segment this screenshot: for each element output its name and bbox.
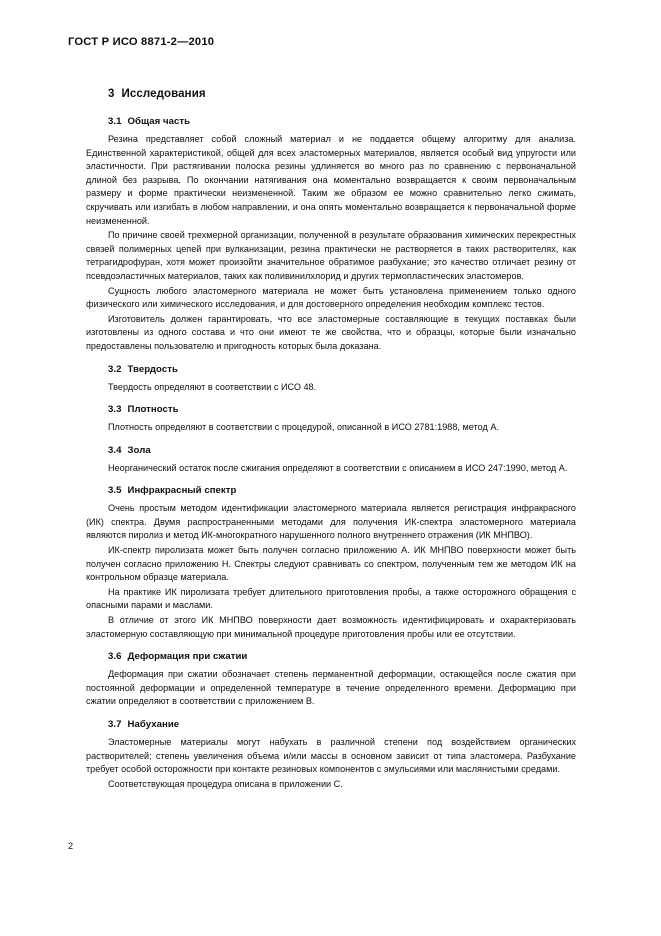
subsection-title-text: Твердость xyxy=(127,363,178,375)
paragraph: Сущность любого эластомерного материала не может быть установлена применением только одного физического или химического исследования, и для достоверного определения необходим комплекс тестов. xyxy=(86,285,576,310)
subsection-title-text: Зола xyxy=(127,444,151,456)
subsection-heading-3-7 xyxy=(86,719,576,730)
paragraph: На практике ИК пиролизата требует длительного приготовления пробы, а также осторожного обращения с опасными парами и маслами. xyxy=(86,586,576,611)
section-number: 3 xyxy=(108,88,115,100)
section-heading-3 xyxy=(86,88,576,100)
section-title-text: Исследования xyxy=(121,88,206,100)
subsection-number: 3.2 xyxy=(108,363,122,375)
page-number: 2 xyxy=(68,841,74,851)
subsection-heading-3-5 xyxy=(86,485,576,496)
document-body xyxy=(86,88,576,792)
subsection-heading-3-1 xyxy=(86,116,576,127)
subsection-number: 3.5 xyxy=(108,485,122,497)
paragraph: Деформация при сжатии обозначает степень перманентной деформации, остающейся после сжатия при постоянной деформации и определенной температуре в течение определенного времени. Деформацию при сжатии определяют в соответствии с приложением В. xyxy=(86,669,576,707)
paragraph: Эластомерные материалы могут набухать в различной степени под воздействием органических растворителей; степень увеличения объема и/или массы в основном зависит от типа эластомера. Разбухание требует особой осторожности при контакте резиновых компонентов с эмульсиями или маслянистыми средами. xyxy=(86,737,576,775)
subsection-heading-3-6 xyxy=(86,651,576,662)
paragraph: ИК-спектр пиролизата может быть получен согласно приложению А. ИК МНПВО поверхности может быть получен согласно приложению Н. Спектры следуют сравнивать со спектром, полученным тем же методом ИК на контрольном образце материала. xyxy=(86,545,576,583)
subsection-number: 3.1 xyxy=(108,116,122,127)
subsection-title-text: Деформация при сжатии xyxy=(127,651,248,663)
subsection-number: 3.6 xyxy=(108,651,122,663)
paragraph: Твердость определяют в соответствии с ИСО 48. xyxy=(108,381,317,392)
subsection-heading-3-2 xyxy=(86,364,576,375)
subsection-number: 3.4 xyxy=(108,444,122,456)
subsection-number: 3.7 xyxy=(108,719,122,730)
subsection-heading-3-3 xyxy=(86,404,576,415)
paragraph: Изготовитель должен гарантировать, что все эластомерные составляющие в текущих поставках были изготовлены из одного состава и что они имеют те же свойства, что и образцы, которые были изначально предоставлены пользователю и пригодность которых была доказана. xyxy=(86,313,576,351)
paragraph: Соответствующая процедура описана в приложении С. xyxy=(108,778,343,789)
subsection-title-text: Плотность xyxy=(127,404,179,416)
subsection-title-text: Инфракрасный спектр xyxy=(127,485,237,497)
paragraph: Резина представляет собой сложный материал и не поддается общему алгоритму для анализа. Единственной характеристикой, общей для всех эластомерных материалов, является особый вид упругости или эластичности. При растягивании полоска резины удлиняется во много раз по сравнению с первоначальной длиной без разрыва. По окончании натягивания она моментально возвращается к своим первоначальным размеру и форме практически неизмененной. Таким же образом ее можно сравнительно легко сжимать, скручивать или изгибать в любом направлении, и она опять моментально возвращается к первоначальной форме неизмененной. xyxy=(86,134,576,226)
subsection-number: 3.3 xyxy=(108,404,122,416)
paragraph: Очень простым методом идентификации эластомерного материала является регистрация инфракрасного (ИК) спектра. Двумя распространенными методами для получения ИК-спектра эластомерного материала являются пиролиз и метод ИК-многократного нарушенного полного внутреннего отражения (ИК МНПВО). xyxy=(86,503,576,541)
paragraph: Плотность определяют в соответствии с процедурой, описанной в ИСО 2781:1988, метод А. xyxy=(108,422,499,433)
paragraph: По причине своей трехмерной организации, полученной в результате образования химических перекрестных связей полимерных цепей при вулканизации, резина практически не растворяется в таких растворителях, как тетрагидрофуран, хотя может произойти значительное обратимое разбухание; это качество отличает резину от псевдоэластичных материалов, таких как поливинилхлорид и других термопластических эластомеров. xyxy=(86,230,576,281)
subsection-heading-3-4 xyxy=(86,445,576,456)
page-header-standard-number: ГОСТ Р ИСО 8871-2—2010 xyxy=(68,36,215,48)
subsection-title-text: Набухание xyxy=(127,719,180,730)
paragraph: Неорганический остаток после сжигания определяют в соответствии с описанием в ИСО 247:1990, метод А. xyxy=(108,462,568,473)
paragraph: В отличие от этого ИК МНПВО поверхности дает возможность идентифицировать и охарактеризовать эластомерную составляющую при минимальной процедуре приготовления пробы или ее отсутствии. xyxy=(86,615,576,639)
subsection-title-text: Общая часть xyxy=(127,116,191,127)
